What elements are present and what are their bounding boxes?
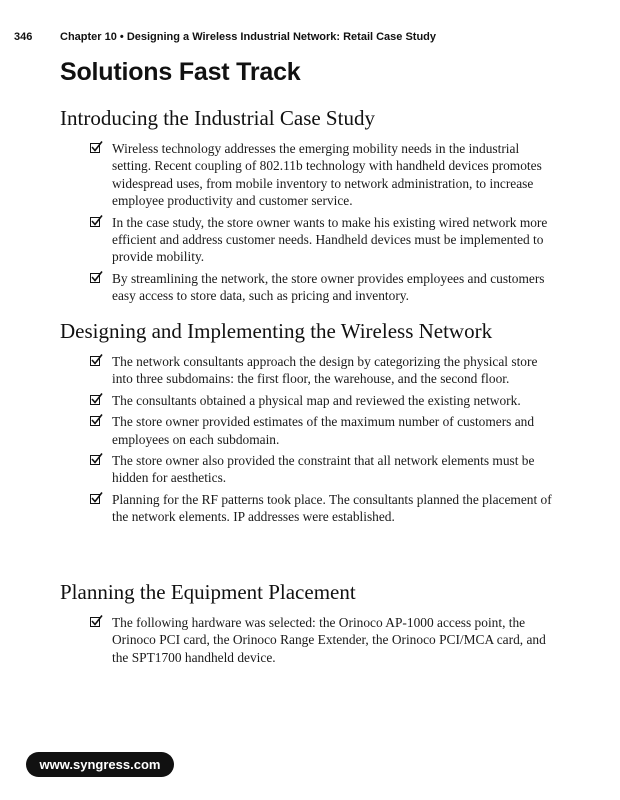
page-title: Solutions Fast Track	[60, 58, 301, 86]
section-introducing-case-study	[60, 106, 560, 309]
list-item	[60, 214, 560, 266]
item-text: The store owner provided estimates of the maximum number of customers and employees on each subdomain.	[112, 414, 535, 447]
bullet-list	[60, 353, 560, 526]
item-text: In the case study, the store owner wants to make his existing wired network more efficient and address customer needs. Handheld devices must be implemented to provide mobility.	[112, 214, 548, 265]
item-text: The store owner also provided the constraint that all network elements must be hidden for aesthetics.	[112, 453, 535, 486]
item-text: The following hardware was selected: the Orinoco AP-1000 access point, the Orinoco PCI card, the Orinoco Range Extender, the Orinoco PCI/MCA card, and the SPT1700 handheld device.	[112, 615, 546, 665]
website-link[interactable]: www.syngress.com	[26, 752, 174, 777]
item-text: By streamlining the network, the store owner provides employees and customers easy access to store data, such as pricing and inventory.	[112, 270, 545, 304]
checkbox-icon	[90, 416, 100, 426]
section-heading: Introducing the Industrial Case Study	[60, 106, 375, 130]
checkbox-icon	[90, 217, 100, 227]
list-item	[60, 491, 560, 526]
section-designing-network	[60, 319, 560, 530]
section-heading: Designing and Implementing the Wireless Network	[60, 319, 493, 343]
list-item	[60, 413, 560, 448]
list-item	[60, 614, 560, 666]
bullet-list	[60, 614, 560, 666]
item-text: Planning for the RF patterns took place. The consultants planned the placement of the network elements. IP addresses were established.	[112, 491, 552, 525]
checkbox-icon	[90, 617, 100, 627]
bullet-list	[60, 140, 560, 305]
list-item	[60, 140, 560, 210]
checkbox-icon	[90, 455, 100, 465]
checkbox-icon	[90, 273, 100, 283]
list-item	[60, 452, 560, 487]
item-text: Wireless technology addresses the emerging mobility needs in the industrial setting. Recent coupling of 802.11b technology with handheld devices promotes widespread uses, from mobile inventory to network administration, to increase employee productivity and customer service.	[112, 141, 542, 209]
chapter-title: Chapter 10 • Designing a Wireless Industrial Network: Retail Case Study	[60, 31, 437, 43]
list-item	[60, 392, 560, 409]
checkbox-icon	[90, 143, 100, 153]
running-head	[14, 31, 436, 43]
section-heading: Planning the Equipment Placement	[60, 580, 356, 604]
section-equipment-placement	[60, 580, 560, 670]
list-item	[60, 353, 560, 388]
item-text: The consultants obtained a physical map and reviewed the existing network.	[112, 392, 521, 408]
item-text: The network consultants approach the design by categorizing the physical store into three subdomains: the first floor, the warehouse, and the second floor.	[112, 354, 538, 387]
checkbox-icon	[90, 356, 100, 366]
page-number: 346	[14, 31, 33, 43]
checkbox-icon	[90, 494, 100, 504]
checkbox-icon	[90, 395, 100, 405]
list-item	[60, 270, 560, 305]
